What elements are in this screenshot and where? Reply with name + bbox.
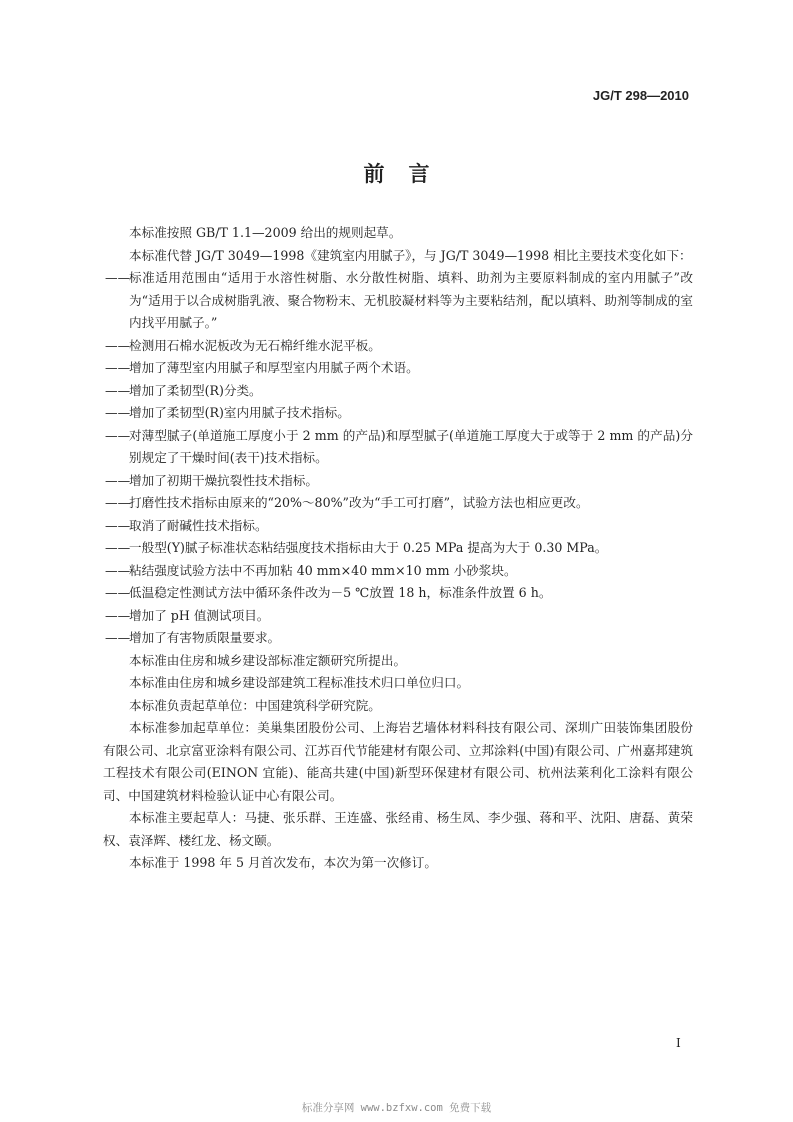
intro-paragraph: 本标准按照 GB/T 1.1—2009 给出的规则起草。 bbox=[129, 225, 402, 240]
footer-watermark: 标准分享网 www.bzfxw.com 免费下载 bbox=[301, 1102, 492, 1114]
dash-marker: —— bbox=[105, 360, 131, 375]
intro-paragraph: 本标准代替 JG/T 3049—1998《建筑室内用腻子》，与 JG/T 3049—1998 相比主要技术变化如下： bbox=[129, 247, 692, 263]
change-item: —— 增加了薄型室内用腻子和厚型室内用腻子两个术语。 bbox=[103, 357, 693, 380]
change-item: —— 取消了耐碱性技术指标。 bbox=[103, 515, 693, 538]
foreword-body bbox=[103, 222, 693, 875]
closing-paragraph: 本标准由住房和城乡建设部建筑工程标准技术归口单位归口。 bbox=[129, 675, 470, 690]
dash-marker: —— bbox=[105, 585, 131, 600]
dash-marker: —— bbox=[105, 630, 131, 645]
change-item: —— 对薄型腻子(单道施工厚度小于 2 mm 的产品)和厚型腻子(单道施工厚度大于或等于 2 mm 的产品)分别规定了干燥时间(表干)技术指标。 bbox=[103, 425, 693, 470]
dash-marker: —— bbox=[105, 337, 131, 353]
closing-paragraph: 本标准负责起草单位：中国建筑科学研究院。 bbox=[129, 697, 381, 713]
change-item: —— 检测用石棉水泥板改为无石棉纤维水泥平板。 bbox=[103, 335, 693, 358]
document-code: JG/T 298—2010 bbox=[592, 88, 689, 103]
dash-marker: —— bbox=[105, 607, 131, 623]
dash-marker: —— bbox=[105, 562, 131, 578]
dash-marker: —— bbox=[105, 472, 131, 488]
page-title: 前言 bbox=[363, 161, 454, 186]
change-item: —— 增加了有害物质限量要求。 bbox=[103, 627, 693, 650]
change-item: —— 一般型(Y)腻子标准状态粘结强度技术指标由大于 0.25 MPa 提高为大于 0.30 MPa。 bbox=[103, 537, 693, 560]
change-item: —— 增加了柔韧型(R)分类。 bbox=[103, 380, 693, 403]
closing-paragraph: 本标准于 1998 年 5 月首次发布，本次为第一次修订。 bbox=[129, 855, 437, 870]
dash-marker: —— bbox=[105, 540, 131, 555]
page-number: I bbox=[676, 1036, 681, 1050]
change-item: —— 增加了初期干燥抗裂性技术指标。 bbox=[103, 470, 693, 493]
change-item: —— 打磨性技术指标由原来的“20%～80%”改为“手工可打磨”，试验方法也相应更改。 bbox=[103, 492, 693, 515]
closing-paragraph: 本标准由住房和城乡建设部标准定额研究所提出。 bbox=[129, 652, 407, 668]
dash-marker: —— bbox=[105, 517, 131, 533]
closing-paragraph: 本标准主要起草人：马捷、张乐群、王连盛、张经甫、杨生凤、李少强、蒋和平、沈阳、唐磊、黄荣权、袁泽辉、楼红龙、杨文颐。 bbox=[103, 810, 693, 848]
change-item: —— 增加了 pH 值测试项目。 bbox=[103, 605, 693, 628]
closing-paragraph: 本标准参加起草单位：美巢集团股份公司、上海岩艺墙体材料科技有限公司、深圳广田装饰集团股份有限公司、北京富亚涂料有限公司、江苏百代节能建材有限公司、立邦涂料(中国)有限公司、广州嘉邦建筑工程技术有限公司(EINON 宜能)、能高共建(中国)新型环保建材有限公司、杭州法莱利化工涂料有限公司、中国建筑材料检验认证中心有限公司。 bbox=[103, 720, 693, 803]
dash-marker: —— bbox=[105, 270, 131, 285]
dash-marker: —— bbox=[105, 495, 131, 510]
changes-list bbox=[103, 267, 693, 650]
dash-marker: —— bbox=[105, 382, 131, 398]
change-item: —— 粘结强度试验方法中不再加粘 40 mm×40 mm×10 mm 小砂浆块。 bbox=[103, 560, 693, 583]
change-item: —— 低温稳定性测试方法中循环条件改为－5 ℃放置 18 h，标准条件放置 6 h。 bbox=[103, 582, 693, 605]
dash-marker: —— bbox=[105, 427, 131, 443]
change-item: —— 增加了柔韧型(R)室内用腻子技术指标。 bbox=[103, 402, 693, 425]
dash-marker: —— bbox=[105, 405, 131, 420]
change-item: —— 标准适用范围由“适用于水溶性树脂、水分散性树脂、填料、助剂为主要原料制成的室内用腻子”改为“适用于以合成树脂乳液、聚合物粉末、无机胶凝材料等为主要粘结剂，配以填料、助剂等制成的室内找平用腻子。” bbox=[103, 267, 693, 335]
